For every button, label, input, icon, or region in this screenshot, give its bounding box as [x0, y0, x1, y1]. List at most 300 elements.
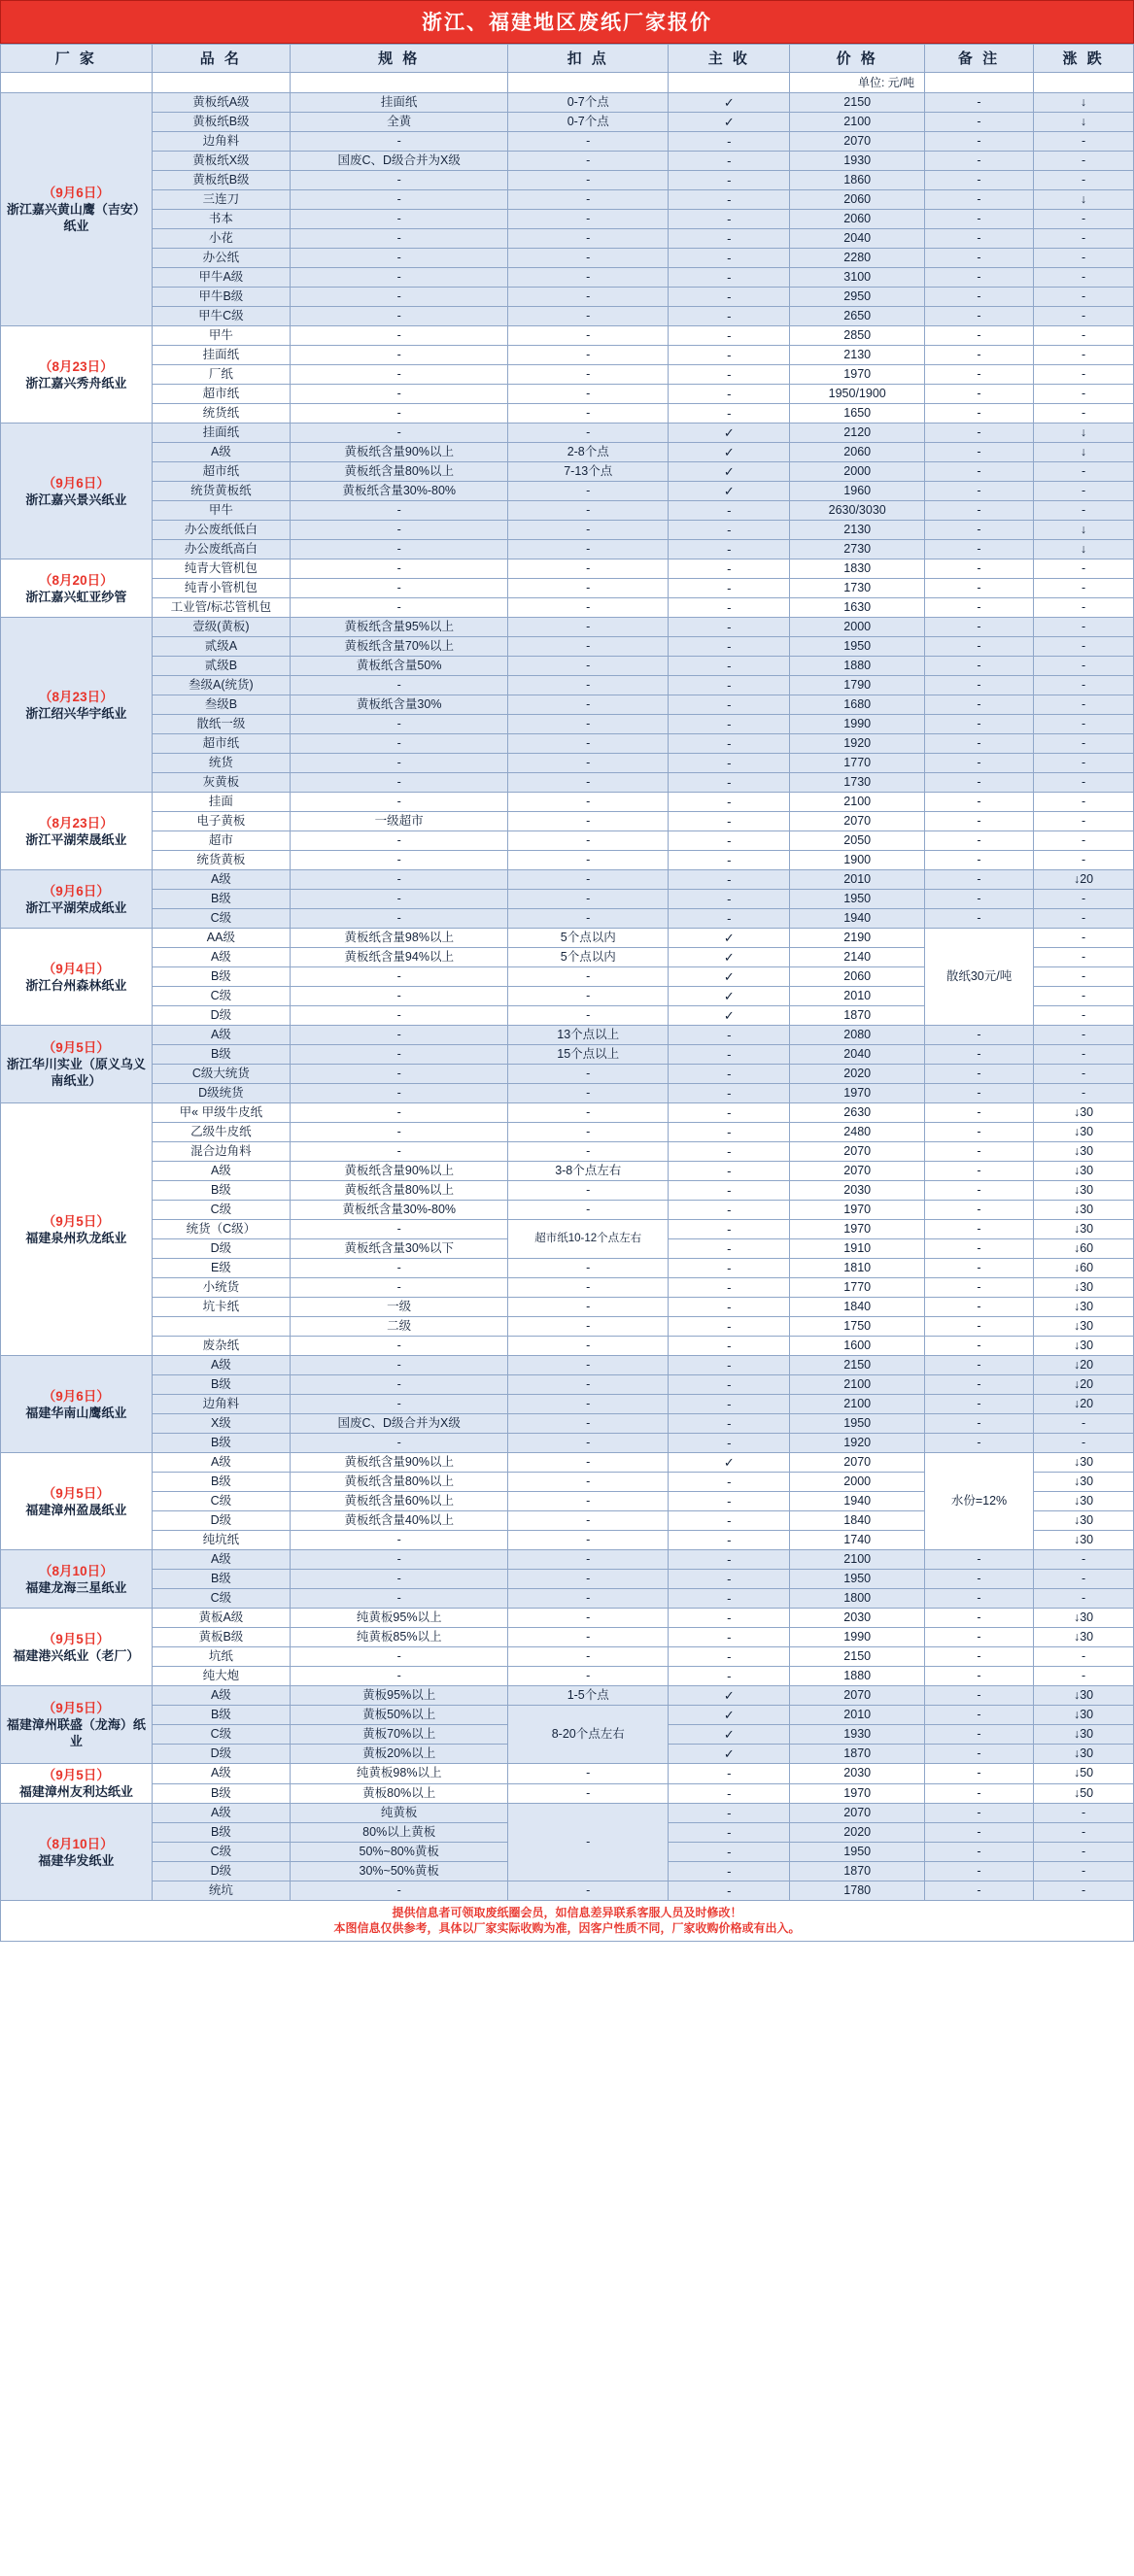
cell-price: 1950: [790, 637, 924, 657]
header-change: 涨 跌: [1034, 45, 1134, 73]
cell-price: 2070: [790, 1162, 924, 1181]
cell-product: B级: [152, 1570, 290, 1589]
cell-price: 2070: [790, 1804, 924, 1823]
cell-deduction: -: [508, 1783, 669, 1804]
cell-remark: -: [924, 1434, 1033, 1453]
factory-date: （9月4日）: [42, 961, 110, 976]
cell-deduction: 13个点以上: [508, 1026, 669, 1045]
cell-product: 统货黄板纸: [152, 482, 290, 501]
cell-main-collect: -: [669, 1259, 790, 1278]
cell-deduction: -: [508, 598, 669, 618]
cell-change: -: [1034, 967, 1134, 987]
cell-main-collect: -: [669, 1395, 790, 1414]
cell-remark: -: [924, 793, 1033, 812]
cell-main-collect: -: [669, 1045, 790, 1065]
cell-price: 1970: [790, 1783, 924, 1804]
cell-remark: -: [924, 715, 1033, 734]
cell-remark: -: [924, 1745, 1033, 1764]
cell-main-collect: -: [669, 870, 790, 890]
cell-product: 办公纸: [152, 249, 290, 268]
cell-deduction: -: [508, 346, 669, 365]
cell-price: 1930: [790, 1725, 924, 1745]
cell-spec: -: [291, 967, 508, 987]
table-row: [1, 1162, 1134, 1181]
cell-change: -: [1034, 1589, 1134, 1609]
cell-product: C级: [152, 1201, 290, 1220]
cell-main-collect: ✓: [669, 113, 790, 132]
table-row: [1, 1589, 1134, 1609]
cell-remark: -: [924, 773, 1033, 793]
cell-main-collect: -: [669, 579, 790, 598]
cell-spec: -: [291, 1084, 508, 1103]
cell-remark: -: [924, 190, 1033, 210]
cell-spec: -: [291, 1395, 508, 1414]
cell-spec: 纯黄板95%以上: [291, 1609, 508, 1628]
table-row: [1, 385, 1134, 404]
cell-deduction: -: [508, 734, 669, 754]
cell-price: 1730: [790, 579, 924, 598]
table-row: [1, 501, 1134, 521]
footer-line-1: 提供信息者可领取废纸圈会员，如信息差异联系客服人员及时修改！: [392, 1906, 742, 1919]
cell-main-collect: -: [669, 385, 790, 404]
cell-product: A级: [152, 1764, 290, 1784]
cell-price: 1840: [790, 1298, 924, 1317]
cell-spec: -: [291, 1065, 508, 1084]
cell-main-collect: -: [669, 754, 790, 773]
cell-remark: -: [924, 676, 1033, 695]
footer-line-2: 本图信息仅供参考，具体以厂家实际收购为准，因客户性质不同，厂家收购价格或有出入。: [333, 1921, 801, 1935]
cell-spec: -: [291, 385, 508, 404]
cell-product: 边角料: [152, 132, 290, 152]
cell-spec: -: [291, 1337, 508, 1356]
cell-change: ↓20: [1034, 870, 1134, 890]
factory-cell: [1, 1609, 153, 1686]
cell-main-collect: -: [669, 909, 790, 929]
cell-deduction: -: [508, 521, 669, 540]
cell-remark: -: [924, 1550, 1033, 1570]
cell-main-collect: -: [669, 307, 790, 326]
cell-product: 坑卡纸: [152, 1298, 290, 1317]
cell-deduction: -: [508, 909, 669, 929]
cell-spec: -: [291, 132, 508, 152]
factory-cell: [1, 1453, 153, 1550]
cell-spec: 黄板纸含量30%-80%: [291, 482, 508, 501]
cell-product: 工业管/标芯管机包: [152, 598, 290, 618]
cell-remark: -: [924, 1628, 1033, 1647]
table-row: [1, 1647, 1134, 1667]
cell-remark: -: [924, 695, 1033, 715]
cell-change: -: [1034, 152, 1134, 171]
factory-name: 浙江嘉兴虹亚纱管: [25, 589, 127, 604]
table-row: [1, 1783, 1134, 1804]
table-header-row: [1, 45, 1134, 73]
cell-price: 2130: [790, 521, 924, 540]
cell-main-collect: -: [669, 404, 790, 424]
cell-deduction: -: [508, 851, 669, 870]
cell-deduction: -: [508, 1317, 669, 1337]
cell-product: B级: [152, 1375, 290, 1395]
cell-product: 黄板B级: [152, 1628, 290, 1647]
cell-spec: 纯黄板98%以上: [291, 1764, 508, 1784]
cell-price: 2650: [790, 307, 924, 326]
cell-main-collect: -: [669, 249, 790, 268]
cell-main-collect: -: [669, 1609, 790, 1628]
cell-main-collect: -: [669, 1239, 790, 1259]
cell-product: 散纸一级: [152, 715, 290, 734]
cell-main-collect: -: [669, 793, 790, 812]
table-row: [1, 1259, 1134, 1278]
cell-product: 超市: [152, 831, 290, 851]
cell-change: -: [1034, 210, 1134, 229]
cell-spec: 黄板纸含量30%以下: [291, 1239, 508, 1259]
table-row: [1, 831, 1134, 851]
cell-remark: -: [924, 346, 1033, 365]
cell-main-collect: -: [669, 210, 790, 229]
cell-spec: -: [291, 1259, 508, 1278]
cell-product: C级: [152, 1843, 290, 1862]
cell-deduction: -: [508, 249, 669, 268]
table-row: [1, 637, 1134, 657]
cell-main-collect: -: [669, 695, 790, 715]
cell-remark: -: [924, 132, 1033, 152]
cell-main-collect: -: [669, 1317, 790, 1337]
cell-change: -: [1034, 1647, 1134, 1667]
cell-price: 2070: [790, 812, 924, 831]
header-main-collect: 主 收: [669, 45, 790, 73]
cell-product: D级: [152, 1006, 290, 1026]
cell-spec: 一级超市: [291, 812, 508, 831]
cell-spec: -: [291, 1220, 508, 1239]
cell-deduction: -: [508, 424, 669, 443]
cell-change: -: [1034, 385, 1134, 404]
cell-spec: 挂面纸: [291, 93, 508, 113]
cell-price: 2100: [790, 1375, 924, 1395]
factory-date: （9月5日）: [42, 1040, 110, 1055]
cell-change: ↓: [1034, 521, 1134, 540]
cell-change: ↓30: [1034, 1201, 1134, 1220]
cell-change: -: [1034, 501, 1134, 521]
cell-product: 壹级(黄板): [152, 618, 290, 637]
cell-main-collect: -: [669, 734, 790, 754]
cell-price: 1630: [790, 598, 924, 618]
cell-main-collect: -: [669, 657, 790, 676]
cell-spec: -: [291, 1570, 508, 1589]
cell-product: 黄板纸B级: [152, 171, 290, 190]
cell-product: B级: [152, 1045, 290, 1065]
cell-main-collect: -: [669, 288, 790, 307]
cell-product: 统货黄板: [152, 851, 290, 870]
cell-product: 超市纸: [152, 385, 290, 404]
cell-change: ↓20: [1034, 1395, 1134, 1414]
cell-product: A级: [152, 948, 290, 967]
cell-product: 统坑: [152, 1881, 290, 1901]
cell-remark: -: [924, 1181, 1033, 1201]
cell-change: -: [1034, 1414, 1134, 1434]
factory-date: （9月5日）: [42, 1213, 110, 1229]
cell-price: 2100: [790, 113, 924, 132]
cell-deduction: -: [508, 1667, 669, 1686]
cell-product: 小统货: [152, 1278, 290, 1298]
cell-main-collect: -: [669, 540, 790, 559]
table-row: [1, 171, 1134, 190]
cell-change: -: [1034, 637, 1134, 657]
table-row: [1, 404, 1134, 424]
cell-spec: -: [291, 1026, 508, 1045]
cell-change: -: [1034, 229, 1134, 249]
factory-date: （9月5日）: [42, 1631, 110, 1646]
cell-main-collect: ✓: [669, 967, 790, 987]
cell-price: 2020: [790, 1065, 924, 1084]
cell-price: 1770: [790, 754, 924, 773]
cell-change: -: [1034, 1804, 1134, 1823]
cell-product: 统货: [152, 754, 290, 773]
cell-change: -: [1034, 715, 1134, 734]
cell-product: D级: [152, 1745, 290, 1764]
cell-remark: -: [924, 1045, 1033, 1065]
table-row: [1, 210, 1134, 229]
cell-deduction: -: [508, 501, 669, 521]
cell-spec: -: [291, 676, 508, 695]
factory-name: 浙江平湖荣成纸业: [25, 899, 127, 915]
cell-remark: -: [924, 1667, 1033, 1686]
cell-change: -: [1034, 657, 1134, 676]
cell-change: ↓60: [1034, 1259, 1134, 1278]
factory-cell: [1, 618, 153, 793]
factory-cell: [1, 1804, 153, 1901]
cell-product: C级: [152, 987, 290, 1006]
cell-price: 2020: [790, 1823, 924, 1843]
table-row: [1, 559, 1134, 579]
header-remark: 备 注: [924, 45, 1033, 73]
cell-price: 1960: [790, 482, 924, 501]
factory-name: 浙江绍兴华宇纸业: [25, 705, 127, 721]
cell-remark: -: [924, 1783, 1033, 1804]
factory-cell: [1, 1764, 153, 1804]
cell-spec: 黄板纸含量60%以上: [291, 1492, 508, 1511]
factory-cell: [1, 1026, 153, 1103]
table-row: [1, 773, 1134, 793]
table-row: [1, 1356, 1134, 1375]
cell-main-collect: -: [669, 812, 790, 831]
cell-price: 1970: [790, 365, 924, 385]
cell-price: 1870: [790, 1745, 924, 1764]
cell-change: -: [1034, 1823, 1134, 1843]
cell-remark: -: [924, 812, 1033, 831]
cell-change: -: [1034, 268, 1134, 288]
cell-main-collect: -: [669, 1764, 790, 1784]
unit-blank-1: [1, 73, 153, 93]
cell-spec: 黄板95%以上: [291, 1686, 508, 1706]
cell-price: 1970: [790, 1201, 924, 1220]
cell-price: 2000: [790, 462, 924, 482]
cell-product: B级: [152, 1181, 290, 1201]
cell-change: ↓30: [1034, 1531, 1134, 1550]
cell-deduction: 8-20个点左右: [508, 1706, 669, 1764]
factory-name: 福建港兴纸业（老厂）: [13, 1647, 140, 1663]
cell-deduction: -: [508, 1123, 669, 1142]
factory-cell: [1, 1550, 153, 1609]
cell-spec: -: [291, 365, 508, 385]
factory-date: （9月6日）: [42, 475, 110, 491]
cell-spec: 全黄: [291, 113, 508, 132]
cell-main-collect: ✓: [669, 1453, 790, 1473]
factory-date: （8月23日）: [39, 815, 114, 830]
table-row: [1, 424, 1134, 443]
cell-remark: -: [924, 734, 1033, 754]
cell-deduction: -: [508, 171, 669, 190]
cell-product: AA级: [152, 929, 290, 948]
cell-product: 乙级牛皮纸: [152, 1123, 290, 1142]
cell-product: [152, 1317, 290, 1337]
header-spec: 规 格: [291, 45, 508, 73]
cell-deduction: 0-7个点: [508, 113, 669, 132]
cell-deduction: -: [508, 715, 669, 734]
cell-deduction: -: [508, 1259, 669, 1278]
cell-product: 电子黄板: [152, 812, 290, 831]
cell-main-collect: -: [669, 1181, 790, 1201]
cell-main-collect: -: [669, 1862, 790, 1881]
cell-price: 1940: [790, 1492, 924, 1511]
cell-remark: -: [924, 307, 1033, 326]
cell-deduction: -: [508, 1337, 669, 1356]
cell-change: -: [1034, 948, 1134, 967]
cell-main-collect: -: [669, 1434, 790, 1453]
cell-change: -: [1034, 618, 1134, 637]
cell-change: ↓30: [1034, 1298, 1134, 1317]
cell-product: 挂面纸: [152, 346, 290, 365]
cell-product: C级: [152, 1589, 290, 1609]
table-row: [1, 1628, 1134, 1647]
cell-change: -: [1034, 462, 1134, 482]
cell-remark: -: [924, 1026, 1033, 1045]
cell-main-collect: -: [669, 501, 790, 521]
cell-product: A级: [152, 870, 290, 890]
cell-spec: -: [291, 1356, 508, 1375]
cell-product: B级: [152, 1706, 290, 1725]
cell-change: ↓30: [1034, 1453, 1134, 1473]
cell-price: 2120: [790, 424, 924, 443]
cell-deduction: -: [508, 695, 669, 715]
cell-spec: 国废C、D级合并为X级: [291, 1414, 508, 1434]
cell-price: 2070: [790, 1142, 924, 1162]
cell-deduction: -: [508, 1609, 669, 1628]
factory-name: 福建华发纸业: [38, 1852, 115, 1868]
cell-deduction: -: [508, 229, 669, 249]
cell-remark: -: [924, 1609, 1033, 1628]
cell-spec: -: [291, 1142, 508, 1162]
table-row: [1, 793, 1134, 812]
cell-remark: -: [924, 249, 1033, 268]
cell-change: -: [1034, 346, 1134, 365]
header-factory: 厂 家: [1, 45, 153, 73]
cell-product: B级: [152, 1823, 290, 1843]
cell-remark: -: [924, 229, 1033, 249]
unit-blank-7: [1034, 73, 1134, 93]
cell-spec: -: [291, 346, 508, 365]
cell-deduction: -: [508, 987, 669, 1006]
cell-main-collect: -: [669, 1375, 790, 1395]
cell-remark: -: [924, 579, 1033, 598]
cell-price: 2630/3030: [790, 501, 924, 521]
cell-change: -: [1034, 793, 1134, 812]
cell-spec: -: [291, 715, 508, 734]
cell-change: ↓30: [1034, 1473, 1134, 1492]
table-row: [1, 190, 1134, 210]
cell-remark: -: [924, 424, 1033, 443]
cell-change: -: [1034, 482, 1134, 501]
cell-main-collect: ✓: [669, 948, 790, 967]
cell-price: 2850: [790, 326, 924, 346]
cell-spec: -: [291, 1375, 508, 1395]
cell-remark: -: [924, 1589, 1033, 1609]
factory-date: （8月10日）: [39, 1563, 114, 1578]
factory-cell: [1, 559, 153, 618]
cell-spec: -: [291, 268, 508, 288]
cell-deduction: -: [508, 132, 669, 152]
cell-change: ↓30: [1034, 1706, 1134, 1725]
table-row: [1, 443, 1134, 462]
cell-remark: -: [924, 1298, 1033, 1317]
cell-remark: -: [924, 1259, 1033, 1278]
cell-product: 办公废纸低白: [152, 521, 290, 540]
cell-change: ↓30: [1034, 1317, 1134, 1337]
cell-price: 1920: [790, 734, 924, 754]
cell-deduction: -: [508, 268, 669, 288]
cell-main-collect: -: [669, 1647, 790, 1667]
table-row: [1, 618, 1134, 637]
cell-main-collect: -: [669, 1201, 790, 1220]
table-row: [1, 598, 1134, 618]
factory-name: 福建漳州友利达纸业: [18, 1784, 133, 1799]
cell-main-collect: -: [669, 1065, 790, 1084]
cell-remark: 水份=12%: [924, 1453, 1033, 1550]
cell-product: 挂面纸: [152, 424, 290, 443]
cell-spec: -: [291, 288, 508, 307]
cell-change: -: [1034, 754, 1134, 773]
cell-change: -: [1034, 1434, 1134, 1453]
factory-cell: [1, 1356, 153, 1453]
table-row: [1, 268, 1134, 288]
cell-product: 纯青小管机包: [152, 579, 290, 598]
cell-deduction: 15个点以上: [508, 1045, 669, 1065]
cell-remark: -: [924, 637, 1033, 657]
cell-main-collect: -: [669, 1511, 790, 1531]
cell-change: -: [1034, 249, 1134, 268]
cell-spec: -: [291, 1647, 508, 1667]
cell-deduction: -: [508, 1531, 669, 1550]
cell-main-collect: -: [669, 1123, 790, 1142]
cell-main-collect: ✓: [669, 987, 790, 1006]
cell-deduction: -: [508, 1375, 669, 1395]
cell-spec: -: [291, 1045, 508, 1065]
table-row: [1, 676, 1134, 695]
cell-main-collect: -: [669, 190, 790, 210]
cell-product: D级统货: [152, 1084, 290, 1103]
factory-date: （9月5日）: [42, 1768, 110, 1782]
cell-deduction: -: [508, 152, 669, 171]
factory-cell: [1, 929, 153, 1026]
cell-remark: -: [924, 618, 1033, 637]
cell-change: ↓50: [1034, 1764, 1134, 1784]
cell-deduction: -: [508, 1511, 669, 1531]
cell-spec: -: [291, 1434, 508, 1453]
cell-deduction: 5个点以内: [508, 948, 669, 967]
cell-remark: -: [924, 93, 1033, 113]
cell-price: 1840: [790, 1511, 924, 1531]
cell-main-collect: ✓: [669, 1745, 790, 1764]
cell-remark: -: [924, 1823, 1033, 1843]
cell-deduction: -: [508, 1278, 669, 1298]
